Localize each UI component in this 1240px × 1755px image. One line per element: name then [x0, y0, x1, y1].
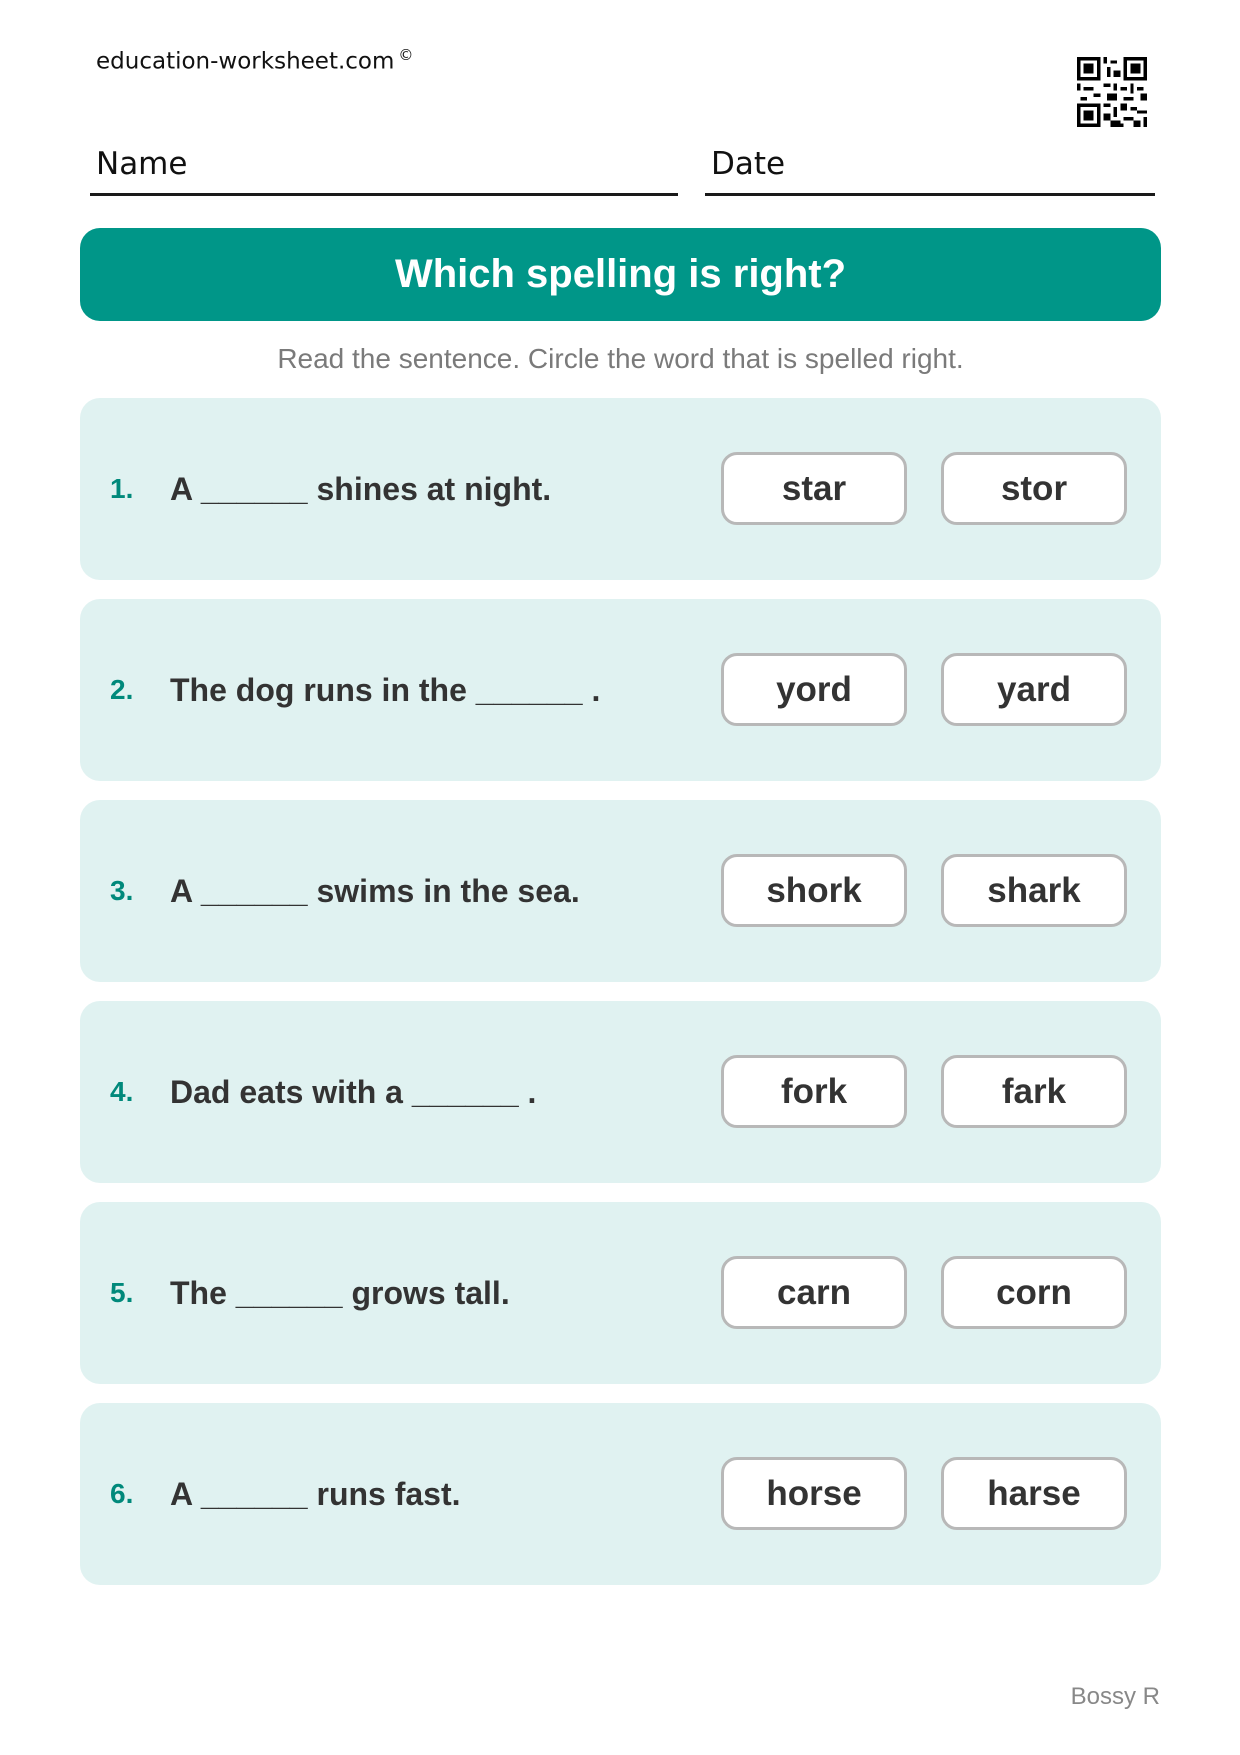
question-card	[80, 1202, 1161, 1384]
question-number: 3.	[110, 875, 134, 906]
option-button[interactable]: corn	[941, 1256, 1127, 1329]
question-sentence: A ______ swims in the sea.	[170, 872, 580, 909]
option-button[interactable]: horse	[721, 1457, 907, 1530]
title-banner	[80, 228, 1161, 321]
instructions: Read the sentence. Circle the word that is spelled right.	[277, 343, 964, 374]
question-sentence: Dad eats with a ______ .	[170, 1073, 537, 1110]
question-card	[80, 398, 1161, 580]
name-label: Name	[96, 146, 188, 182]
date-label: Date	[711, 146, 786, 182]
option-button[interactable]: stor	[941, 452, 1127, 525]
question-number: 2.	[110, 674, 134, 705]
option-button[interactable]: yard	[941, 653, 1127, 726]
question-number: 6.	[110, 1478, 134, 1509]
question-number: 5.	[110, 1277, 134, 1308]
question-sentence: The dog runs in the ______ .	[170, 671, 601, 708]
question-number: 1.	[110, 473, 134, 504]
question-sentence: A ______ runs fast.	[170, 1475, 461, 1512]
site-name	[96, 46, 413, 75]
footer-label: Bossy R	[1070, 1683, 1160, 1710]
copyright-mark: ©	[398, 46, 414, 64]
page-title: Which spelling is right?	[394, 252, 847, 296]
question-card	[80, 599, 1161, 781]
question-sentence: The ______ grows tall.	[170, 1274, 510, 1311]
option-button[interactable]: harse	[941, 1457, 1127, 1530]
date-field[interactable]	[705, 144, 1155, 196]
question-card	[80, 800, 1161, 982]
option-button[interactable]: fork	[721, 1055, 907, 1128]
question-card	[80, 1001, 1161, 1183]
option-button[interactable]: fark	[941, 1055, 1127, 1128]
site-label: education-worksheet.com	[96, 48, 395, 75]
option-button[interactable]: yord	[721, 653, 907, 726]
option-button[interactable]: star	[721, 452, 907, 525]
option-button[interactable]: carn	[721, 1256, 907, 1329]
option-button[interactable]: shark	[941, 854, 1127, 927]
name-field[interactable]	[90, 144, 678, 196]
question-sentence: A ______ shines at night.	[170, 470, 552, 507]
option-button[interactable]: shork	[721, 854, 907, 927]
qr-code-icon	[1077, 57, 1147, 127]
question-card	[80, 1403, 1161, 1585]
question-number: 4.	[110, 1076, 134, 1107]
